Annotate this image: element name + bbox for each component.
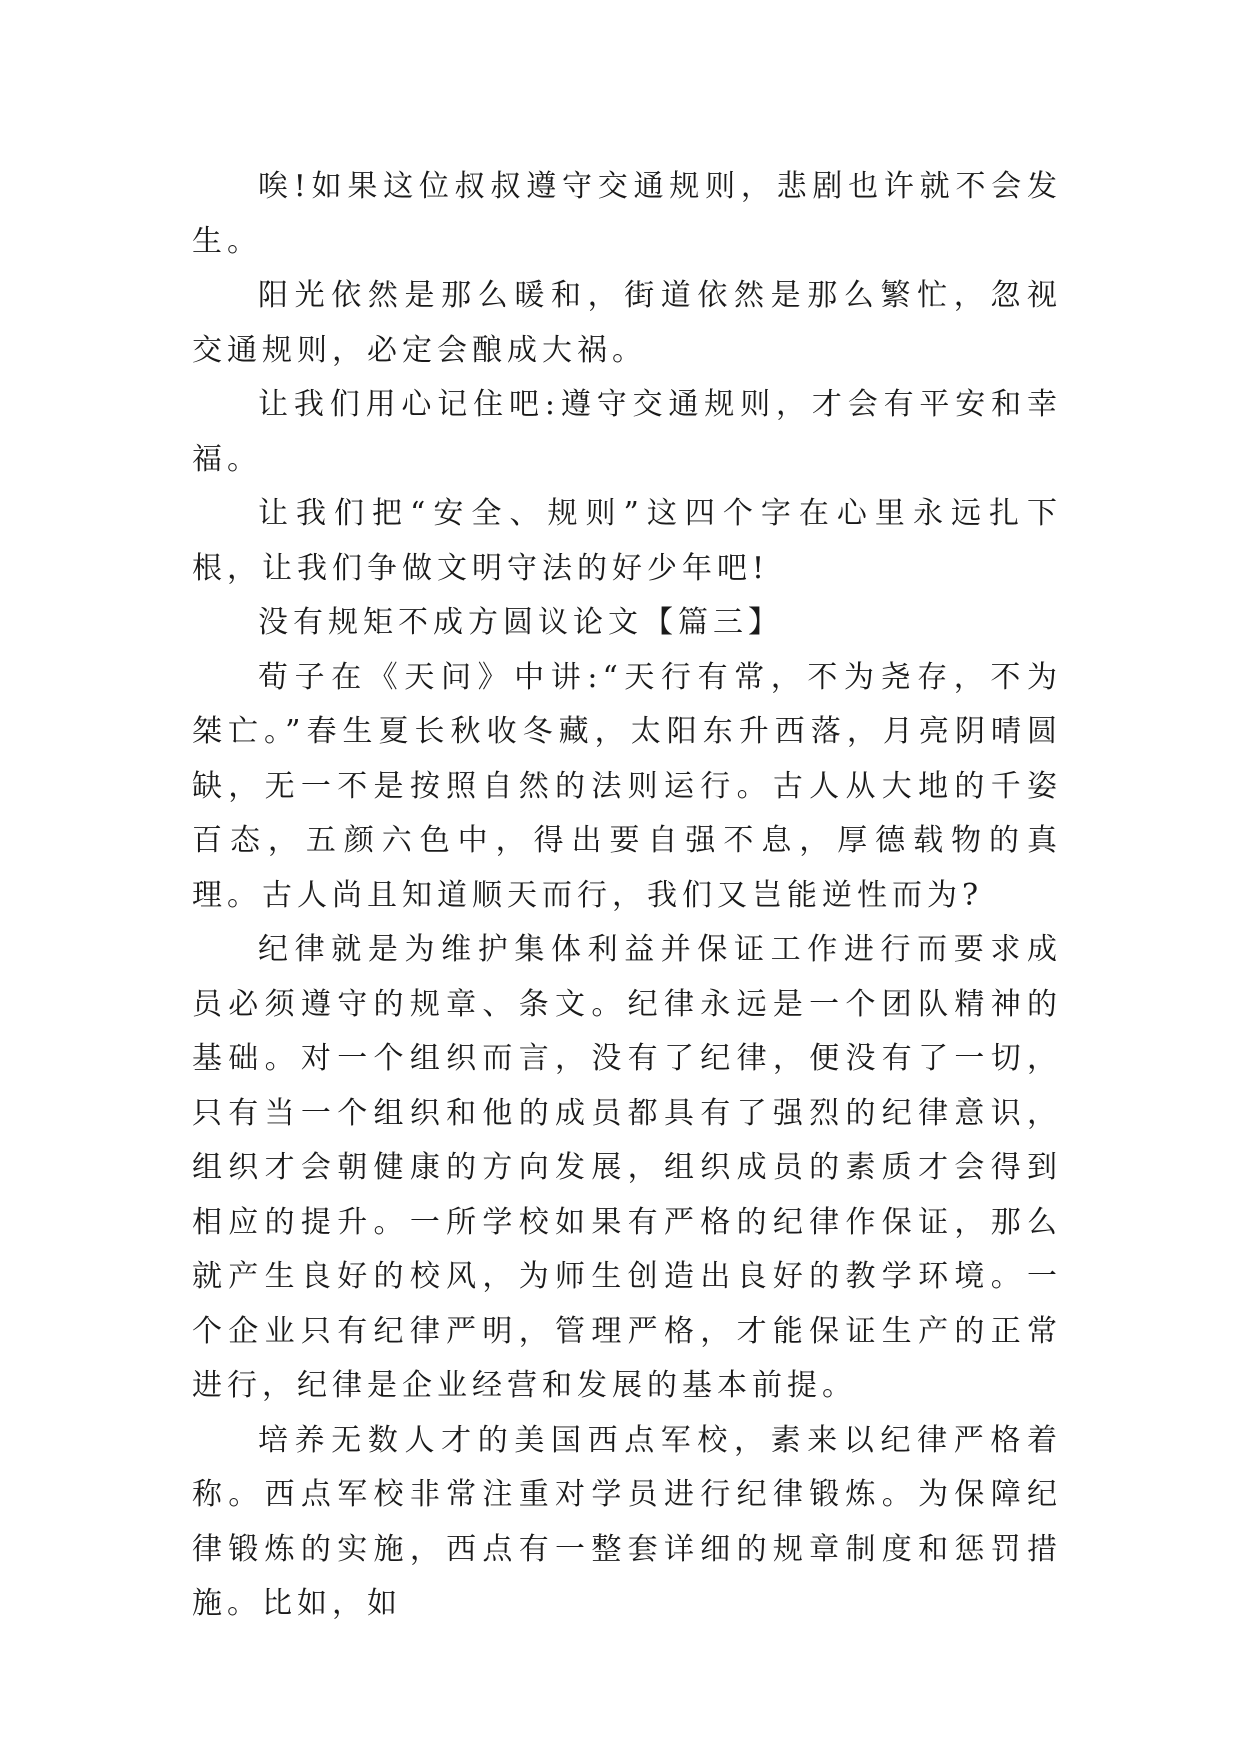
- paragraph: 阳光依然是那么暖和，街道依然是那么繁忙，忽视交通规则，必定会酿成大祸。: [192, 278, 1062, 368]
- paragraph: 荀子在《天问》中讲:“天行有常，不为尧存，不为桀亡。”春生夏长秋收冬藏，太阳东升西落，月亮阴晴圆缺，无一不是按照自然的法则运行。古人从大地的千姿百态，五颜六色中，得出要自强不息，厚德载物的真理。古人尚且知道顺天而行，我们又岂能逆性而为?: [192, 659, 1062, 913]
- paragraph: 纪律就是为维护集体利益并保证工作进行而要求成员必须遵守的规章、条文。纪律永远是一个团队精神的基础。对一个组织而言，没有了纪律，便没有了一切，只有当一个组织和他的成员都具有了强烈的纪律意识，组织才会朝健康的方向发展，组织成员的素质才会得到相应的提升。一所学校如果有严格的纪律作保证，那么就产生良好的校风，为师生创造出良好的教学环境。一个企业只有纪律严明，管理严格，才能保证生产的正常进行，纪律是企业经营和发展的基本前提。: [192, 932, 1062, 1403]
- paragraph: 让我们把“安全、规则”这四个字在心里永远扎下根，让我们争做文明守法的好少年吧!: [192, 496, 1062, 586]
- document-body: [192, 160, 1062, 1632]
- paragraph: 让我们用心记住吧:遵守交通规则，才会有平安和幸福。: [192, 387, 1062, 477]
- paragraph: 唉!如果这位叔叔遵守交通规则，悲剧也许就不会发生。: [192, 169, 1062, 259]
- section-heading: 没有规矩不成方圆议论文【篇三】: [258, 605, 783, 640]
- paragraph: 培养无数人才的美国西点军校，素来以纪律严格着称。西点军校非常注重对学员进行纪律锻炼。为保障纪律锻炼的实施，西点有一整套详细的规章制度和惩罚措施。比如，如: [192, 1422, 1062, 1621]
